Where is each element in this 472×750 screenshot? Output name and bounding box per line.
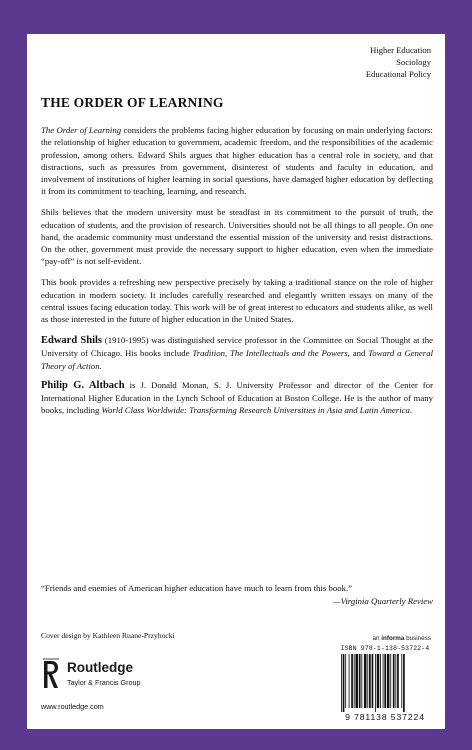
isbn-label: ISBN 978-1-138-53722-4 [340,645,430,652]
author-bio-shils [41,334,433,372]
informa-brand: informa [381,635,405,642]
back-cover-panel [27,34,445,729]
cover-credit: Cover design by Kathleen Ruane-Przyhocki [41,631,175,640]
description [41,124,433,424]
author-name: Philip G. Altbach [41,379,125,391]
title-italic: The Order of Learning [41,125,122,135]
publisher-url: www.routledge.com [41,702,104,711]
publisher-group: Taylor & Francis Group [67,678,141,687]
author-bio-altbach [41,379,433,417]
book-title-italic: Toward a General Theory of Action. [41,348,434,371]
author-name: Edward Shils [41,334,102,346]
bio-text: . [409,405,413,416]
subject-list [366,44,431,80]
informa-tagline [373,635,431,642]
subject-item: Sociology [396,57,431,67]
isbn-barcode-block [335,645,435,725]
book-title-italic: Tradition, The Intellectuals and the Powers, [192,348,350,359]
subject-item: Educational Policy [365,69,431,79]
bio-text: (1910-1995) was distinguished service professor in the Committee on Social Thought at the University of Chicago. His books include [41,334,433,359]
publisher-name: Routledge [67,660,133,675]
informa-suffix: business [404,635,431,642]
informa-prefix: an [372,635,382,642]
description-paragraph-1 [41,124,433,198]
description-paragraph-2: Shils believes that the modern university must be steadfast in its commitment to the pursuit of truth, the education of students, and the provision of research. Universities should not be all things to all people. On one hand, the academic community must understand the essential mission of the university and resist distractions. On the other, government must provide the necessary support to higher education, even when the immediate “pay-off” is not self-evident. [41,207,433,267]
description-paragraph-3: This book provides a refreshing new perspective precisely by taking a traditional stance on the role of higher education in modern society. It includes carefully researched and elegantly written essays on many of the central issues facing education today. This work will be of great interest to educators and students alike, as well as those interested in the future of higher education in the United States. [41,277,433,325]
quote-source: —Virginia Quarterly Review [332,596,433,606]
paragraph-text: considers the problems facing higher education by focusing on main underlying factors: the relationship of higher education to government, academic freedom, and the responsibilities of the academic profession, among others. Edward Shils argues that higher education has a central role in society, and that distractions, such as pressures from government, disinterest of students and faculty in education, and involvement of institutions of higher learning in social questions, have damaged higher education by deflecting it from its commitment to teaching, learning, and research. [41,125,433,197]
barcode [341,654,431,712]
quote-text: “Friends and enemies of American higher education have much to learn from this book.” [41,583,353,593]
bio-text: is J. Donald Monan, S. J. University Professor and director of the Center for International Higher Education in the Lynch School of Education at Boston College. He is the author of many books, including [41,379,433,416]
isbn-number: 9 781138 537224 [345,712,425,722]
subject-item: Higher Education [370,45,431,55]
routledge-r-icon [41,658,61,690]
review-quote [41,582,433,608]
book-title-italic: World Class Worldwide: Transforming Research Universities in Asia and Latin America [101,405,410,416]
book-title: THE ORDER OF LEARNING [41,95,224,110]
routledge-logo [41,656,191,696]
bio-text: and [349,348,369,359]
